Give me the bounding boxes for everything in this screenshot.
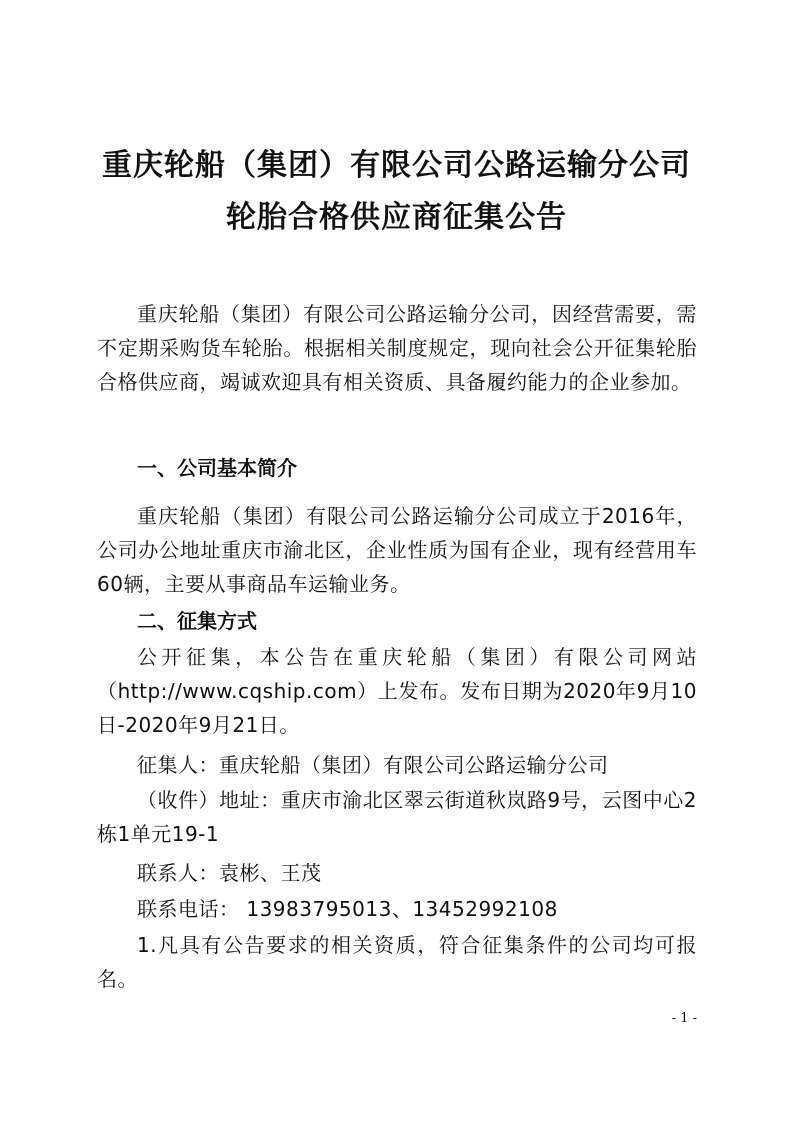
page-number: - 1 - [671,1011,697,1026]
contact-person-line: 联系人：袁彬、王茂 [137,861,322,885]
address-paragraph: （收件）地址：重庆市渝北区翠云街道秋岚路9号，云图中心2栋1单元19-1 [97,788,697,846]
section2-heading: 二、征集方式 [137,609,257,633]
contact-phone-line: 联系电话： 13983795013、13452992108 [137,897,558,921]
section2-paragraph: 公开征集，本公告在重庆轮船（集团）有限公司网站（http://www.cqship.com）上发布。发布日期为2020年9月10日-2020年9月21日。 [97,645,697,737]
section1-paragraph: 重庆轮船（集团）有限公司公路运输分公司成立于2016年，公司办公地址重庆市渝北区，企业性质为国有企业，现有经营用车60辆，主要从事商品车运输业务。 [97,504,697,596]
requirement-1-paragraph: 1.凡具有公告要求的相关资质，符合征集条件的公司均可报名。 [97,933,697,991]
intro-paragraph: 重庆轮船（集团）有限公司公路运输分公司，因经营需要，需不定期采购货车轮胎。根据相关制度规定，现向社会公开征集轮胎合格供应商，竭诚欢迎具有相关资质、具备履约能力的企业参加。 [97,302,697,394]
document-title-line2: 轮胎合格供应商征集公告 [226,200,567,235]
collector-line: 征集人：重庆轮船（集团）有限公司公路运输分公司 [137,753,609,777]
section1-heading: 一、公司基本简介 [137,456,297,480]
document-title-line1: 重庆轮船（集团）有限公司公路运输分公司 [102,148,691,183]
